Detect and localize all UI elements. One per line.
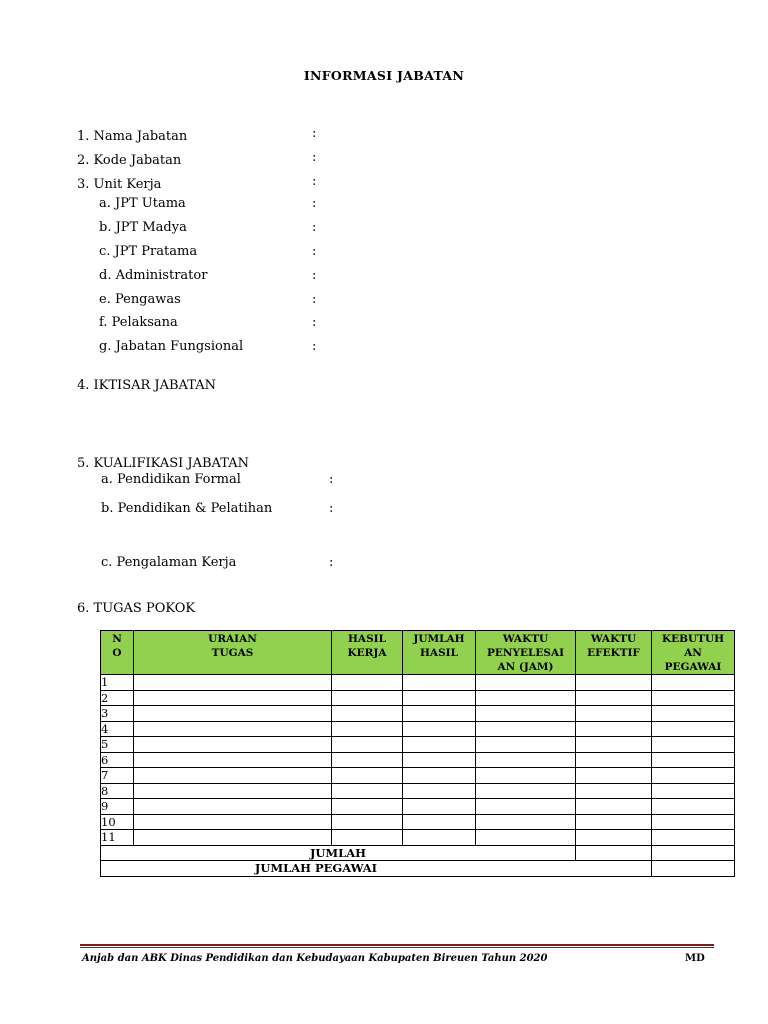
- tugas-pokok-table: [100, 630, 735, 877]
- table-row: [101, 690, 735, 706]
- table-cell: [476, 706, 576, 722]
- table-cell: [576, 845, 652, 861]
- row-number: 8: [101, 783, 134, 799]
- table-cell: [332, 752, 403, 768]
- colon: :: [312, 174, 317, 189]
- header-hasil-kerja: HASIL KERJA: [332, 631, 403, 675]
- colon: :: [312, 150, 317, 165]
- row-number: 11: [101, 830, 134, 846]
- table-cell: [134, 814, 332, 830]
- row-number: 9: [101, 799, 134, 815]
- table-cell: [576, 752, 652, 768]
- item-jpt-pratama: c. JPT Pratama: [99, 244, 198, 259]
- item-kode-jabatan: 2. Kode Jabatan: [77, 153, 182, 168]
- table-cell: [652, 814, 735, 830]
- table-cell: [576, 768, 652, 784]
- footer-text: Anjab dan ABK Dinas Pendidikan dan Kebudayaan Kabupaten Bireuen Tahun 2020: [82, 953, 548, 964]
- table-cell: [476, 814, 576, 830]
- row-number: 1: [101, 675, 134, 691]
- row-number: 2: [101, 690, 134, 706]
- table-cell: [576, 721, 652, 737]
- header-no: N O: [101, 631, 134, 675]
- table-cell: [576, 690, 652, 706]
- table-cell: [652, 721, 735, 737]
- table-cell: [332, 768, 403, 784]
- table-cell: [403, 783, 476, 799]
- table-cell: [476, 675, 576, 691]
- table-cell: [403, 752, 476, 768]
- colon: :: [312, 244, 317, 259]
- item-pelaksana: f. Pelaksana: [99, 315, 178, 330]
- item-pengawas: e. Pengawas: [99, 292, 181, 307]
- table-cell: [403, 799, 476, 815]
- colon: :: [312, 315, 317, 330]
- header-uraian-tugas: URAIAN TUGAS: [134, 631, 332, 675]
- table-cell: [652, 830, 735, 846]
- table-cell: [652, 768, 735, 784]
- table-cell: [134, 768, 332, 784]
- colon: :: [329, 555, 334, 570]
- table-cell: [476, 830, 576, 846]
- jumlah-label: JUMLAH: [101, 845, 576, 861]
- table-row-jumlah-pegawai: [101, 861, 735, 877]
- colon: :: [312, 268, 317, 283]
- table-row: [101, 675, 735, 691]
- table-cell: [134, 830, 332, 846]
- colon: :: [312, 196, 317, 211]
- table-cell: [476, 690, 576, 706]
- table-cell: [576, 830, 652, 846]
- table-cell: [403, 830, 476, 846]
- item-administrator: d. Administrator: [99, 268, 208, 283]
- item-jpt-utama: a. JPT Utama: [99, 196, 186, 211]
- table-cell: [134, 721, 332, 737]
- item-pendidikan-formal: a. Pendidikan Formal: [101, 472, 241, 487]
- colon: :: [312, 292, 317, 307]
- item-nama-jabatan: 1. Nama Jabatan: [77, 129, 188, 144]
- row-number: 7: [101, 768, 134, 784]
- table-cell: [652, 737, 735, 753]
- table-cell: [652, 799, 735, 815]
- item-jpt-madya: b. JPT Madya: [99, 220, 187, 235]
- table-cell: [332, 721, 403, 737]
- table-cell: [652, 752, 735, 768]
- table-cell: [576, 814, 652, 830]
- colon: :: [329, 472, 334, 487]
- table-cell: [134, 799, 332, 815]
- page-title: INFORMASI JABATAN: [303, 68, 465, 83]
- table-cell: [652, 675, 735, 691]
- table-cell: [332, 799, 403, 815]
- table-row: [101, 737, 735, 753]
- colon: :: [312, 339, 317, 354]
- table-cell: [476, 721, 576, 737]
- table-cell: [576, 706, 652, 722]
- table-cell: [576, 675, 652, 691]
- table-row-jumlah: [101, 845, 735, 861]
- table-cell: [403, 737, 476, 753]
- header-waktu-penyelesaian: WAKTU PENYELESAI AN (JAM): [476, 631, 576, 675]
- footer-md: MD: [685, 953, 705, 964]
- table-cell: [134, 737, 332, 753]
- table-cell: [476, 752, 576, 768]
- table-row: [101, 768, 735, 784]
- footer-rule: [80, 947, 714, 948]
- table-cell: [576, 737, 652, 753]
- table-cell: [332, 706, 403, 722]
- footer-rule: [80, 944, 714, 946]
- table-cell: [652, 845, 735, 861]
- table-cell: [134, 783, 332, 799]
- item-iktisar-jabatan: 4. IKTISAR JABATAN: [77, 378, 216, 393]
- table-cell: [576, 783, 652, 799]
- table-cell: [476, 768, 576, 784]
- table-row: [101, 830, 735, 846]
- table-row: [101, 783, 735, 799]
- table-cell: [332, 814, 403, 830]
- table-cell: [403, 721, 476, 737]
- table-cell: [652, 690, 735, 706]
- table-cell: [403, 675, 476, 691]
- table-cell: [134, 675, 332, 691]
- table-row: [101, 814, 735, 830]
- table-row: [101, 752, 735, 768]
- table-cell: [134, 706, 332, 722]
- table-cell: [403, 814, 476, 830]
- table-cell: [332, 783, 403, 799]
- header-jumlah-hasil: JUMLAH HASIL: [403, 631, 476, 675]
- row-number: 10: [101, 814, 134, 830]
- colon: :: [329, 501, 334, 516]
- table-row: [101, 721, 735, 737]
- colon: :: [312, 126, 317, 141]
- row-number: 4: [101, 721, 134, 737]
- table-row: [101, 799, 735, 815]
- item-kualifikasi-jabatan: 5. KUALIFIKASI JABATAN: [77, 456, 249, 471]
- header-kebutuhan-pegawai: KEBUTUH AN PEGAWAI: [652, 631, 735, 675]
- table-cell: [476, 799, 576, 815]
- header-waktu-efektif: WAKTU EFEKTIF: [576, 631, 652, 675]
- table-cell: [332, 675, 403, 691]
- table-cell: [652, 861, 735, 877]
- table-cell: [476, 783, 576, 799]
- item-pengalaman-kerja: c. Pengalaman Kerja: [101, 555, 237, 570]
- row-number: 6: [101, 752, 134, 768]
- table-cell: [332, 830, 403, 846]
- item-tugas-pokok: 6. TUGAS POKOK: [77, 601, 196, 616]
- item-jabatan-fungsional: g. Jabatan Fungsional: [99, 339, 244, 354]
- table-row: [101, 706, 735, 722]
- table-cell: [652, 783, 735, 799]
- jumlah-pegawai-label: JUMLAH PEGAWAI: [101, 861, 652, 877]
- table-cell: [403, 768, 476, 784]
- table-cell: [652, 706, 735, 722]
- table-cell: [134, 752, 332, 768]
- row-number: 5: [101, 737, 134, 753]
- item-pendidikan-pelatihan: b. Pendidikan & Pelatihan: [101, 501, 273, 516]
- table-cell: [134, 690, 332, 706]
- table-header-row: [101, 631, 735, 675]
- table-cell: [332, 737, 403, 753]
- row-number: 3: [101, 706, 134, 722]
- table-cell: [476, 737, 576, 753]
- table-cell: [576, 799, 652, 815]
- table-cell: [332, 690, 403, 706]
- item-unit-kerja: 3. Unit Kerja: [77, 177, 162, 192]
- table-cell: [403, 690, 476, 706]
- colon: :: [312, 220, 317, 235]
- table-cell: [403, 706, 476, 722]
